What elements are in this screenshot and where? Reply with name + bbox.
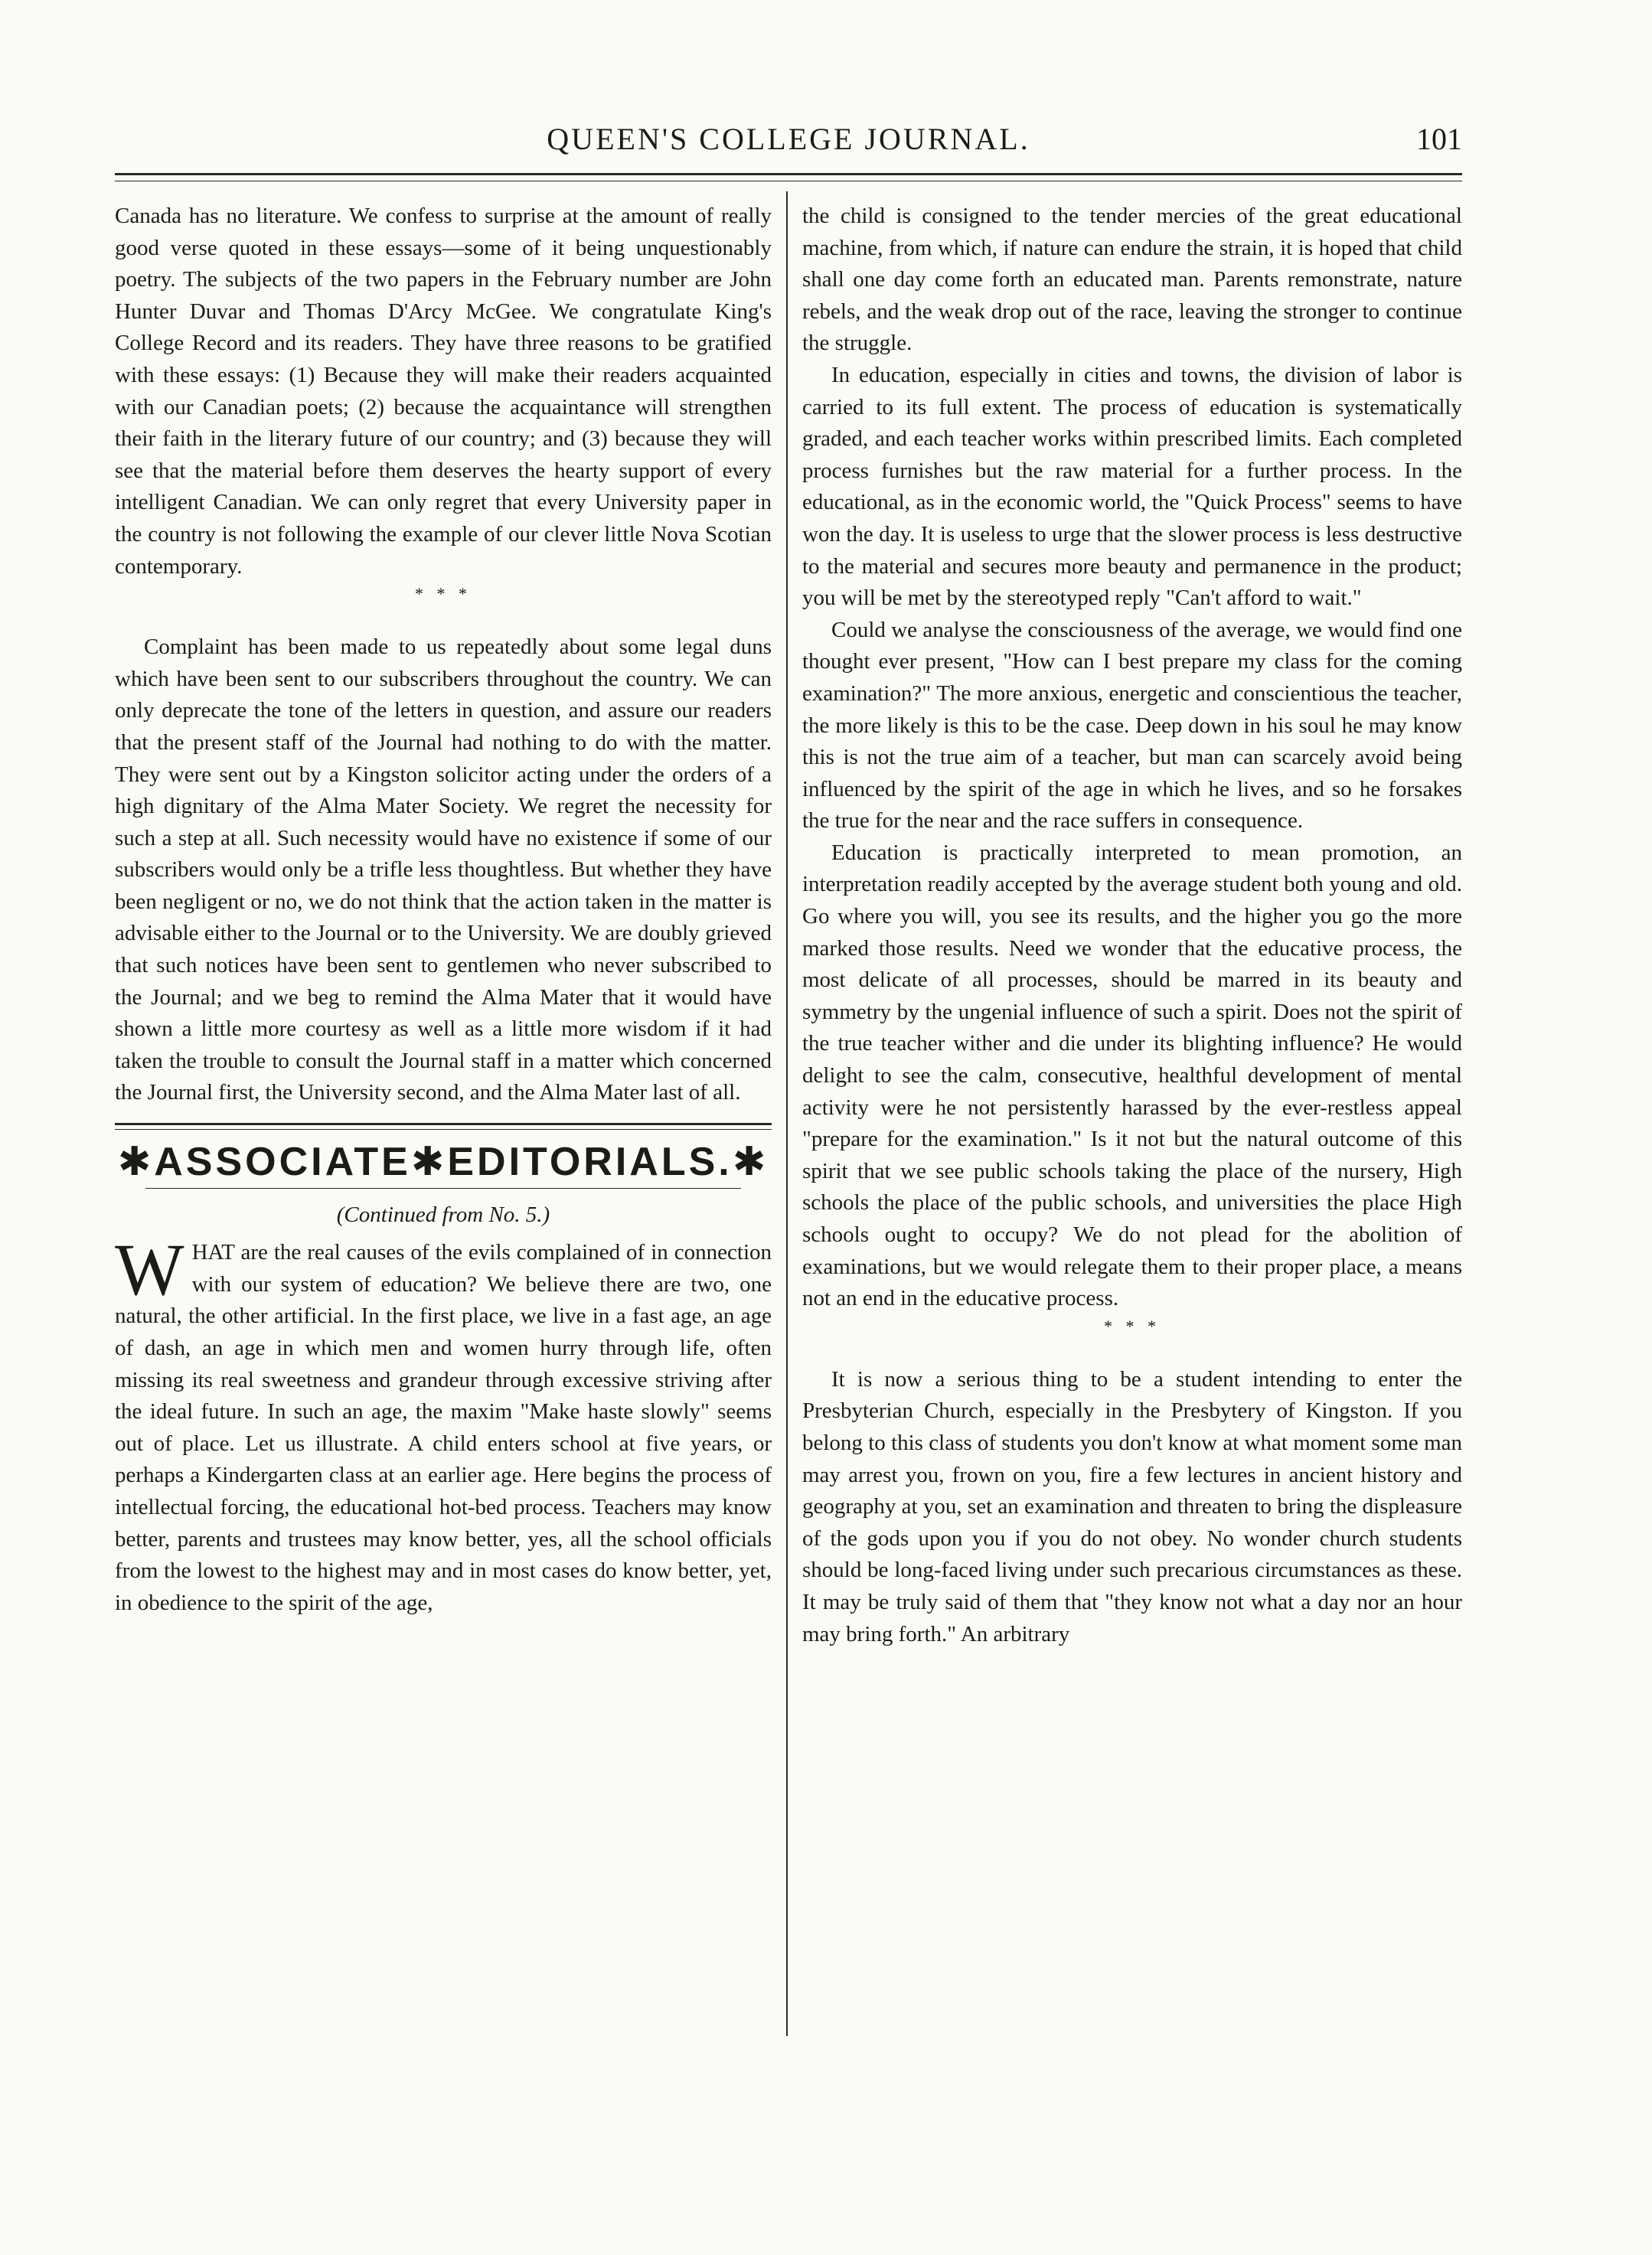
heading-underline	[145, 1188, 741, 1189]
paragraph-promotion: Education is practically interpreted to mean promotion, an interpretation readily accepted by the average student both young and old. Go where you will, you see its results, and the higher you go the more marked those results. Need we wonder that the educative process, the most delicate of all processes, should be marred in its beauty and symmetry by the ungenial influence of such a spirit. Does not the spirit of the true teacher wither and die under its blighting influence? He would delight to see the calm, consecutive, healthful development of mental activity were he not persistently harassed by the ever-restless appeal "prepare for the examination." Is it not but the natural outcome of this spirit that we see public schools taking the place of the nursery, High schools the place of the public schools, and universities the place High schools ought to occupy? We do not plead for the abolition of examinations, but we would relegate them to their proper place, a means not an end in the educative process.	[802, 840, 1462, 1311]
drop-cap: W	[115, 1229, 184, 1311]
paragraph-causes-text: HAT are the real causes of the evils complained of in connection with our system of education? We believe there are two, one natural, the other artificial. In the first place, we live in a fast age, an age of dash, an age in which men and women hurry through life, often missing its real sweetness and grandeur through excessive striving after the ideal future. In such an age, the maxim "Make haste slowly" seems out of place. Let us illustrate. A child enters school at five years, or perhaps a Kindergarten class at an earlier age. Here begins the process of intellectual forcing, the educational hot-bed process. Teachers may know better, parents and trustees may know better, yes, all the school officials from the lowest to the highest may and in most cases do know better, yet, in obedience to the spirit of the age,	[115, 1240, 772, 1615]
paragraph-causes	[115, 1229, 772, 1619]
journal-title: QUEEN'S COLLEGE JOURNAL.	[547, 122, 1030, 156]
paragraph-consciousness: Could we analyse the consciousness of the average, we would find one thought ever present, "How can I best prepare my class for the coming examination?" The more anxious, energetic and conscientious the teacher, the more likely is this to be the case. Deep down in his soul he may know this is not the true aim of a teacher, but man can scarcely avoid being influenced by the spirit of the age in which he lives, and so he forsakes the true for the near and the race suffers in consequence.	[802, 617, 1462, 834]
running-header	[115, 121, 1462, 167]
column-divider	[786, 191, 788, 2036]
continued-note: (Continued from No. 5.)	[336, 1202, 550, 1227]
right-column	[802, 201, 1462, 1650]
section-rule-thin	[115, 1129, 772, 1130]
paragraph-legal-duns: Complaint has been made to us repeatedly about some legal duns which have been sent to our subscribers throughout the country. We can only deprecate the tone of the letters in question, and assure our readers that the present staff of the Journal had nothing to do with the matter. They were sent out by a Kingston solicitor acting under the orders of a high dignitary of the Alma Mater Society. We regret the necessity for such a step at all. Such necessity would have no existence if some of our subscribers would only be a trifle less thoughtless. But whether they have been negligent or no, we do not think that the action taken in the matter is advisable either to the Journal or to the University. We are doubly grieved that such notices have been sent to gentlemen who never subscribed to the Journal; and we beg to remind the Alma Mater that it would have shown a little more courtesy as well as a little more wisdom if it had taken the trouble to consult the Journal staff in a matter which concerned the Journal first, the University second, and the Alma Mater last of all.	[115, 635, 772, 1105]
section-heading-associate-editorials: ✱ASSOCIATE✱EDITORIALS.✱	[117, 1140, 769, 1185]
header-rule	[115, 173, 1462, 175]
paragraph-presbyterian: It is now a serious thing to be a student intending to enter the Presbyterian Church, especially in the Presbytery of Kingston. If you belong to this class of students you don't know at what moment some man may arrest you, frown on you, fire a few lectures in ancient history and geography at you, set an examination and threaten to bring the displeasure of the gods upon you if you do not obey. No wonder church students should be long-faced living under such precarious circumstances as these. It may be truly said of them that "they know not what a day nor an hour may bring forth." An arbitrary	[802, 1366, 1462, 1646]
section-rule	[115, 1123, 772, 1125]
page-number: 101	[1416, 122, 1462, 156]
paragraph-literature: Canada has no literature. We confess to surprise at the amount of really good verse quoted in these essays—some of it being unquestionably poetry. The subjects of the two papers in the February number are John Hunter Duvar and Thomas D'Arcy McGee. We congratulate King's College Record and its readers. They have three reasons to be gratified with these essays: (1) Because they will make their readers acquainted with our Canadian poets; (2) because the acquaintance will strengthen their faith in the literary future of our country; and (3) because they will see that the material before them deserves the hearty support of every intelligent Canadian. We can only regret that every University paper in the country is not following the example of our clever little Nova Scotian contemporary.	[115, 204, 772, 579]
section-break-stars: * * *	[415, 584, 472, 604]
paragraph-division-of-labor: In education, especially in cities and towns, the division of labor is carried to its full extent. The process of education is systematically graded, and each teacher works within prescribed limits. Each completed process furnishes but the raw material for a further process. In the educational, as in the economic world, the "Quick Process" seems to have won the day. It is useless to urge that the slower process is less destructive to the material and secures more beauty and permanence in the product; you will be met by the stereotyped reply "Can't afford to wait."	[802, 362, 1462, 611]
paragraph-child-consigned: the child is consigned to the tender mercies of the great educational machine, from which, if nature can endure the strain, it is hoped that child shall one day come forth an educated man. Parents remonstrate, nature rebels, and the weak drop out of the race, leaving the stronger to continue the struggle.	[802, 204, 1462, 356]
section-break-stars-right: * * *	[1104, 1316, 1161, 1336]
left-column	[115, 201, 772, 1619]
